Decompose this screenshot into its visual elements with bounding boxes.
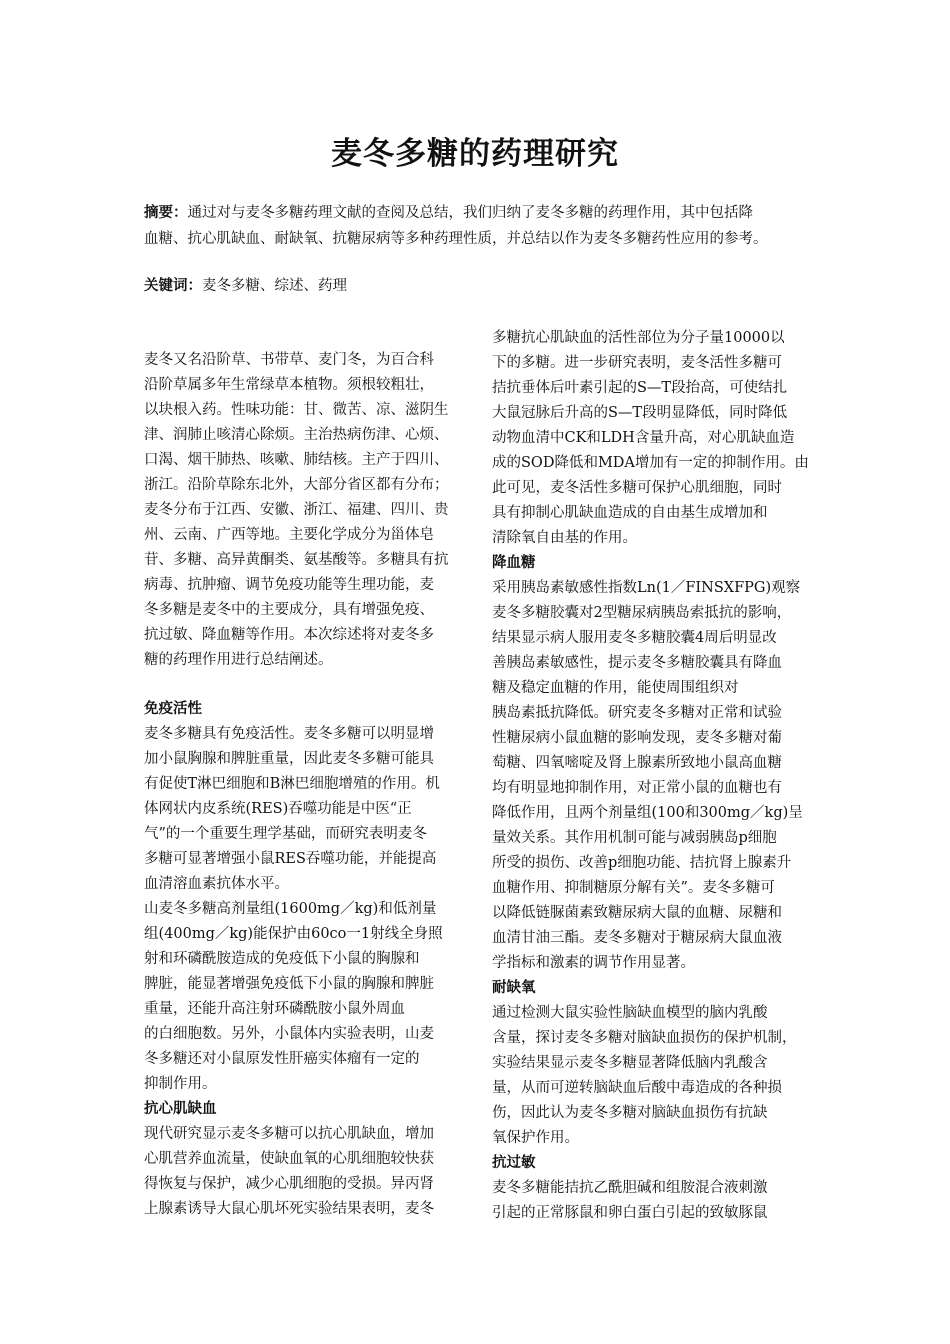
text-line: 病毒、抗肿瘤、调节免疫功能等生理功能，麦 — [144, 577, 434, 593]
section-heading: 降血糖 — [492, 555, 536, 571]
text-line: 苷、多糖、高异黄酮类、氨基酸等。多糖具有抗 — [144, 552, 449, 568]
text-line: 具有抑制心肌缺血造成的自由基生成增加和 — [492, 505, 768, 521]
text-line: 麦冬又名沿阶草、书带草、麦门冬，为百合科 — [144, 352, 434, 368]
text-line: 得恢复与保护，减少心肌细胞的受损。异丙肾 — [144, 1176, 434, 1192]
text-line: 多糖可显著增强小鼠RES吞噬功能，并能提高 — [144, 851, 437, 867]
text-line: 量效关系。其作用机制可能与减弱胰岛p细胞 — [492, 830, 777, 846]
text-line: 麦冬多糖能拮抗乙酰胆碱和组胺混合液刺激 — [492, 1180, 768, 1196]
abstract-line-2: 血糖、抗心肌缺血、耐缺氧、抗糖尿病等多种药理性质，并总结以作为麦冬多糖药性应用的参考。 — [144, 231, 768, 247]
text-line: 抗过敏、降血糖等作用。本次综述将对麦冬多 — [144, 627, 434, 643]
text-line: 麦冬多糖具有免疫活性。麦冬多糖可以明显增 — [144, 726, 434, 742]
text-line: 下的多糖。进一步研究表明，麦冬活性多糖可 — [492, 355, 782, 371]
text-line: 引起的正常豚鼠和卵白蛋白引起的致敏豚鼠 — [492, 1205, 768, 1221]
text-line: 均有明显地抑制作用，对正常小鼠的血糖也有 — [492, 780, 782, 796]
text-line: 现代研究显示麦冬多糖可以抗心肌缺血，增加 — [144, 1126, 434, 1142]
text-line: 心肌营养血流量，使缺血氧的心肌细胞较快获 — [144, 1151, 434, 1167]
text-line: 学指标和激素的调节作用显著。 — [492, 955, 695, 971]
keywords — [144, 273, 812, 299]
text-line: 抑制作用。 — [144, 1076, 217, 1092]
text-line: 善胰岛素敏感性，提示麦冬多糖胶囊具有降血 — [492, 655, 782, 671]
text-line: 伤，因此认为麦冬多糖对脑缺血损伤有抗缺 — [492, 1105, 768, 1121]
text-line: 清除氧自由基的作用。 — [492, 530, 637, 546]
text-line: 州、云南、广西等地。主要化学成分为甾体皂 — [144, 527, 434, 543]
text-line: 含量，探讨麦冬多糖对脑缺血损伤的保护机制， — [492, 1030, 797, 1046]
text-line: 动物血清中CK和LDH含量升高，对心肌缺血造 — [492, 430, 795, 446]
section-heading: 抗心肌缺血 — [144, 1101, 217, 1117]
text-line: 有促使T淋巴细胞和B淋巴细胞增殖的作用。机 — [144, 776, 440, 792]
text-line: 以降低链脲菌素致糖尿病大鼠的血糖、尿糖和 — [492, 905, 782, 921]
text-line: 拮抗垂体后叶素引起的S—T段抬高，可使结扎 — [492, 380, 788, 396]
text-line: 山麦冬多糖高剂量组(1600mg／kg)和低剂量 — [144, 901, 437, 917]
text-line: 胰岛素抵抗降低。研究麦冬多糖对正常和试验 — [492, 705, 782, 721]
text-line: 成的SOD降低和MDA增加有一定的抑制作用。由 — [492, 455, 809, 471]
text-line: 体网状内皮系统(RES)吞噬功能是中医“正 — [144, 801, 412, 817]
text-line: 血清溶血素抗体水平。 — [144, 876, 289, 892]
abstract — [144, 200, 812, 252]
text-line: 采用胰岛素敏感性指数Ln(1／FINSXFPG)观察 — [492, 580, 801, 596]
text-line: 射和环磷酰胺造成的免疫低下小鼠的胸腺和 — [144, 951, 420, 967]
text-line: 脾脏，能显著增强免疫低下小鼠的胸腺和脾脏 — [144, 976, 434, 992]
section-heading: 免疫活性 — [144, 701, 202, 717]
text-line: 麦冬分布于江西、安徽、浙江、福建、四川、贵 — [144, 502, 449, 518]
text-line: 此可见，麦冬活性多糖可保护心肌细胞，同时 — [492, 480, 782, 496]
text-line: 的白细胞数。另外，小鼠体内实验表明，山麦 — [144, 1026, 434, 1042]
abstract-label: 摘要： — [144, 205, 188, 221]
text-line: 通过检测大鼠实验性脑缺血模型的脑内乳酸 — [492, 1005, 768, 1021]
text-line: 性糖尿病小鼠血糖的影响发现，麦冬多糖对葡 — [492, 730, 782, 746]
text-line: 大鼠冠脉后升高的S—T段明显降低，同时降低 — [492, 405, 788, 421]
page-title: 麦冬多糖的药理研究 — [331, 136, 619, 172]
text-line: 麦冬多糖胶囊对2型糖尿病胰岛索抵抗的影响， — [492, 605, 792, 621]
text-line: 冬多糖是麦冬中的主要成分，具有增强免疫、 — [144, 602, 434, 618]
text-line: 血清甘油三酯。麦冬多糖对于糖尿病大鼠血液 — [492, 930, 782, 946]
text-line: 以块根入药。性味功能：甘、微苦、凉、滋阴生 — [144, 402, 449, 418]
text-line: 口渴、烟干肺热、咳嗽、肺结核。主产于四川、 — [144, 452, 449, 468]
text-line: 组(400mg／kg)能保护由60co一1射线全身照 — [144, 926, 443, 942]
abstract-line-1: 通过对与麦冬多糖药理文献的查阅及总结，我们归纳了麦冬多糖的药理作用，其中包括降 — [187, 205, 753, 221]
text-line: 气”的一个重要生理学基础，而研究表明麦冬 — [144, 826, 427, 842]
section-heading: 抗过敏 — [492, 1155, 536, 1171]
text-line: 沿阶草属多年生常绿草本植物。须根较粗壮， — [144, 377, 434, 393]
text-line: 上腺素诱导大鼠心肌坏死实验结果表明，麦冬 — [144, 1201, 434, 1217]
text-line: 糖的药理作用进行总结阐述。 — [144, 652, 333, 668]
text-line: 实验结果显示麦冬多糖显著降低脑内乳酸含 — [492, 1055, 768, 1071]
text-line: 加小鼠胸腺和脾脏重量，因此麦冬多糖可能具 — [144, 751, 434, 767]
text-line: 血糖作用、抑制糖原分解有关”。麦冬多糖可 — [492, 880, 775, 896]
text-line: 所受的损伤、改善p细胞功能、拮抗肾上腺素升 — [492, 855, 792, 871]
text-line: 结果显示病人服用麦冬多糖胶囊4周后明显改 — [492, 630, 777, 646]
keywords-text: 麦冬多糖、综述、药理 — [202, 278, 347, 294]
text-line: 量，从而可逆转脑缺血后酸中毒造成的各种损 — [492, 1080, 782, 1096]
text-line: 糖及稳定血糖的作用，能使周围组织对 — [492, 680, 739, 696]
section-heading: 耐缺氧 — [492, 980, 536, 996]
text-line: 重量，还能升高注射环磷酰胺小鼠外周血 — [144, 1001, 405, 1017]
text-line: 冬多糖还对小鼠原发性肝癌实体瘤有一定的 — [144, 1051, 420, 1067]
text-line: 氧保护作用。 — [492, 1130, 579, 1146]
text-line: 浙江。沿阶草除东北外，大部分省区都有分布； — [144, 477, 449, 493]
text-line: 津、润肺止咳清心除烦。主治热病伤津、心烦、 — [144, 427, 449, 443]
text-line: 多糖抗心肌缺血的活性部位为分子量10000以 — [492, 330, 785, 346]
keywords-label: 关键词： — [144, 278, 202, 294]
text-line: 萄糖、四氧嘧啶及肾上腺素所致地小鼠高血糖 — [492, 755, 782, 771]
text-line: 降低作用，且两个剂量组(100和300mg／kg)呈 — [492, 805, 803, 821]
